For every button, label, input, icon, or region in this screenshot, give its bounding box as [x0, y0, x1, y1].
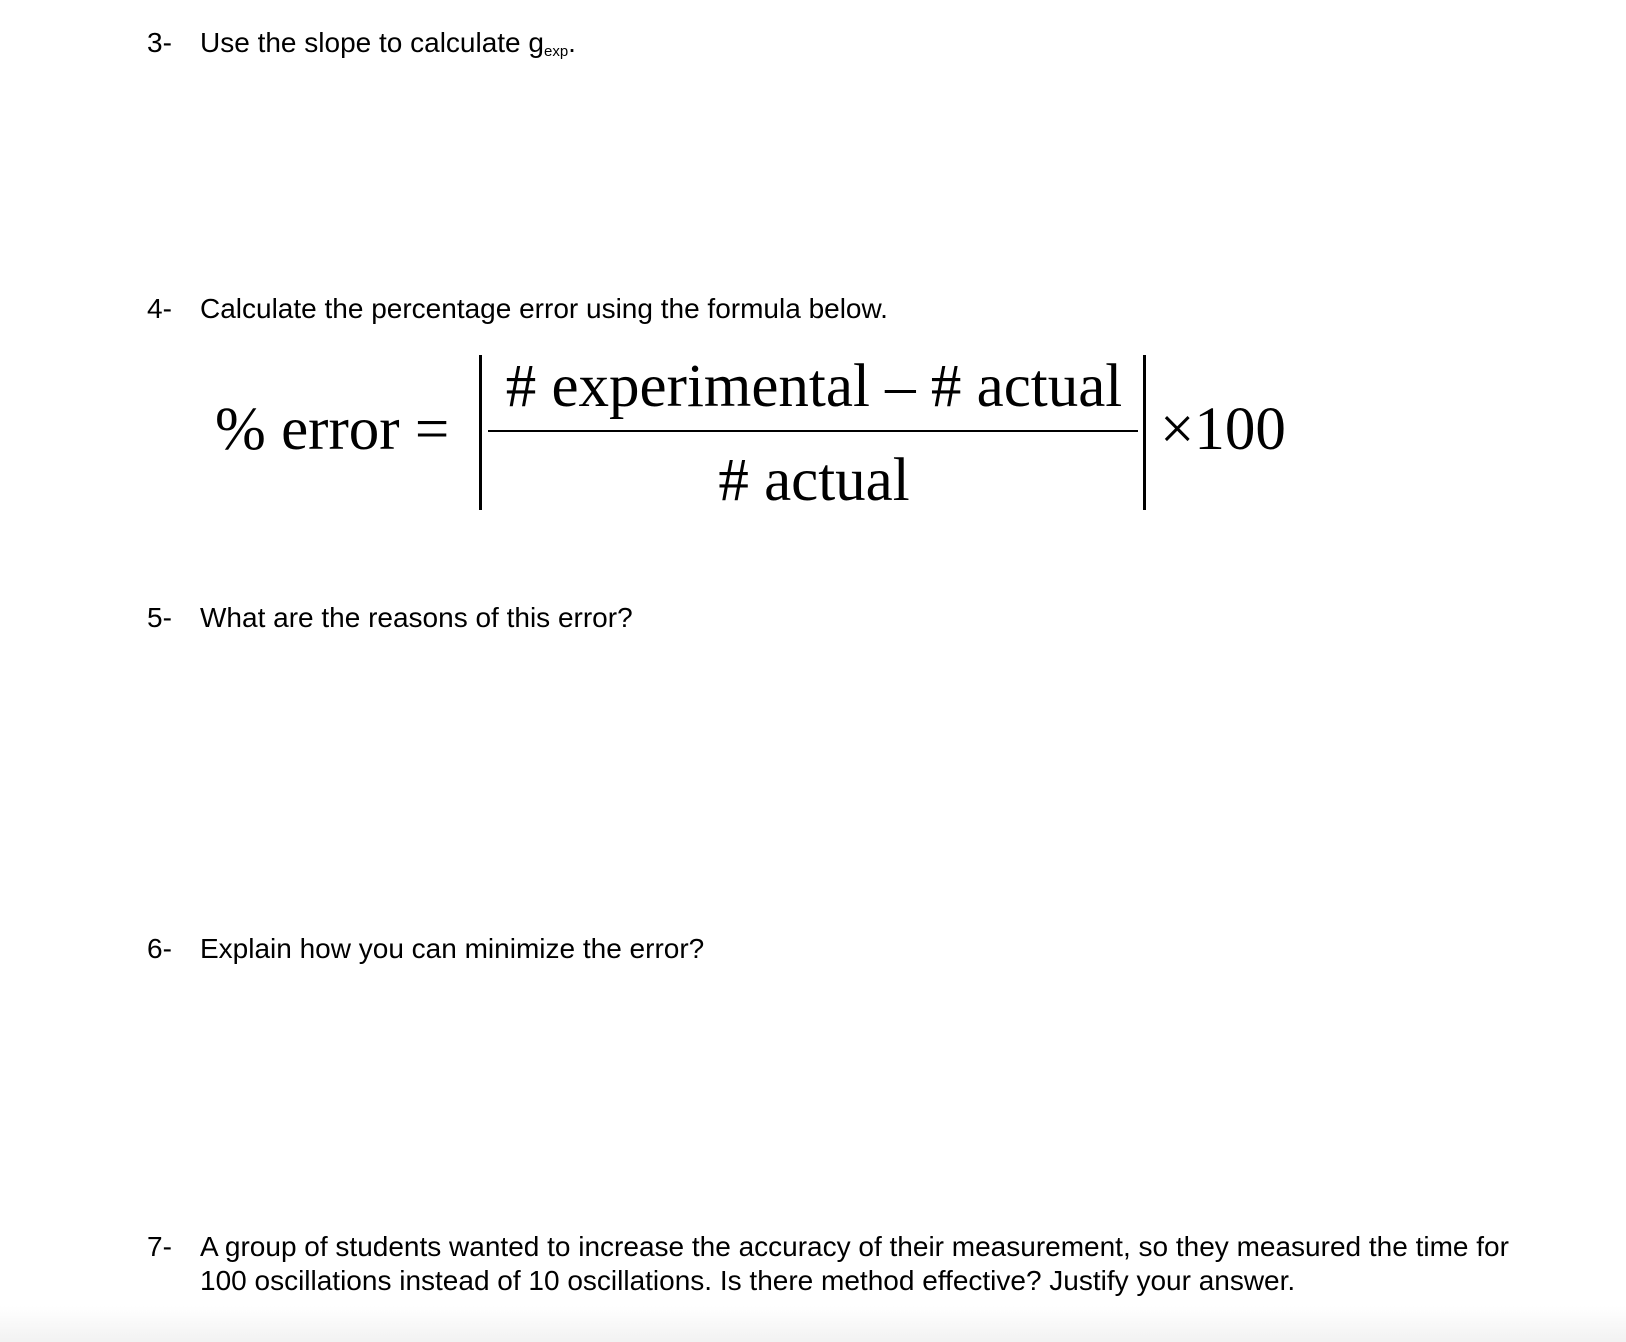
percentage-error-formula	[0, 0, 1626, 560]
absolute-value-bar-left	[479, 355, 482, 510]
question-number: 6-	[147, 933, 172, 964]
formula-denominator: # actual	[718, 447, 910, 514]
page-bottom-edge	[0, 1306, 1626, 1342]
question-text: Use the slope to calculate $g_{exp}$.	[200, 27, 576, 60]
absolute-value-bar-right	[1143, 355, 1146, 510]
question-text: Explain how you can minimize the error?	[200, 933, 705, 964]
question-5	[147, 601, 1540, 635]
formula-lhs: % error =	[215, 396, 450, 463]
question-number: 7-	[147, 1231, 172, 1262]
question-text: A group of students wanted to increase the accuracy of their measurement, so they measured the time for 100 oscillations instead of 10 oscillations. Is there method effective? Justify your answer.	[200, 1231, 1509, 1296]
question-number: 4-	[147, 293, 172, 324]
question-number: 3-	[147, 27, 172, 58]
fraction-line	[488, 430, 1138, 432]
formula-numerator: # experimental – # actual	[505, 353, 1123, 420]
question-number: 5-	[147, 602, 172, 633]
question-text: Calculate the percentage error using the formula below.	[200, 293, 888, 324]
question-text: What are the reasons of this error?	[200, 602, 633, 633]
question-6	[147, 932, 1540, 966]
formula-multiplier: ×100	[1160, 396, 1286, 463]
question-7	[147, 1230, 1540, 1298]
subscript-exp: exp	[543, 43, 569, 60]
